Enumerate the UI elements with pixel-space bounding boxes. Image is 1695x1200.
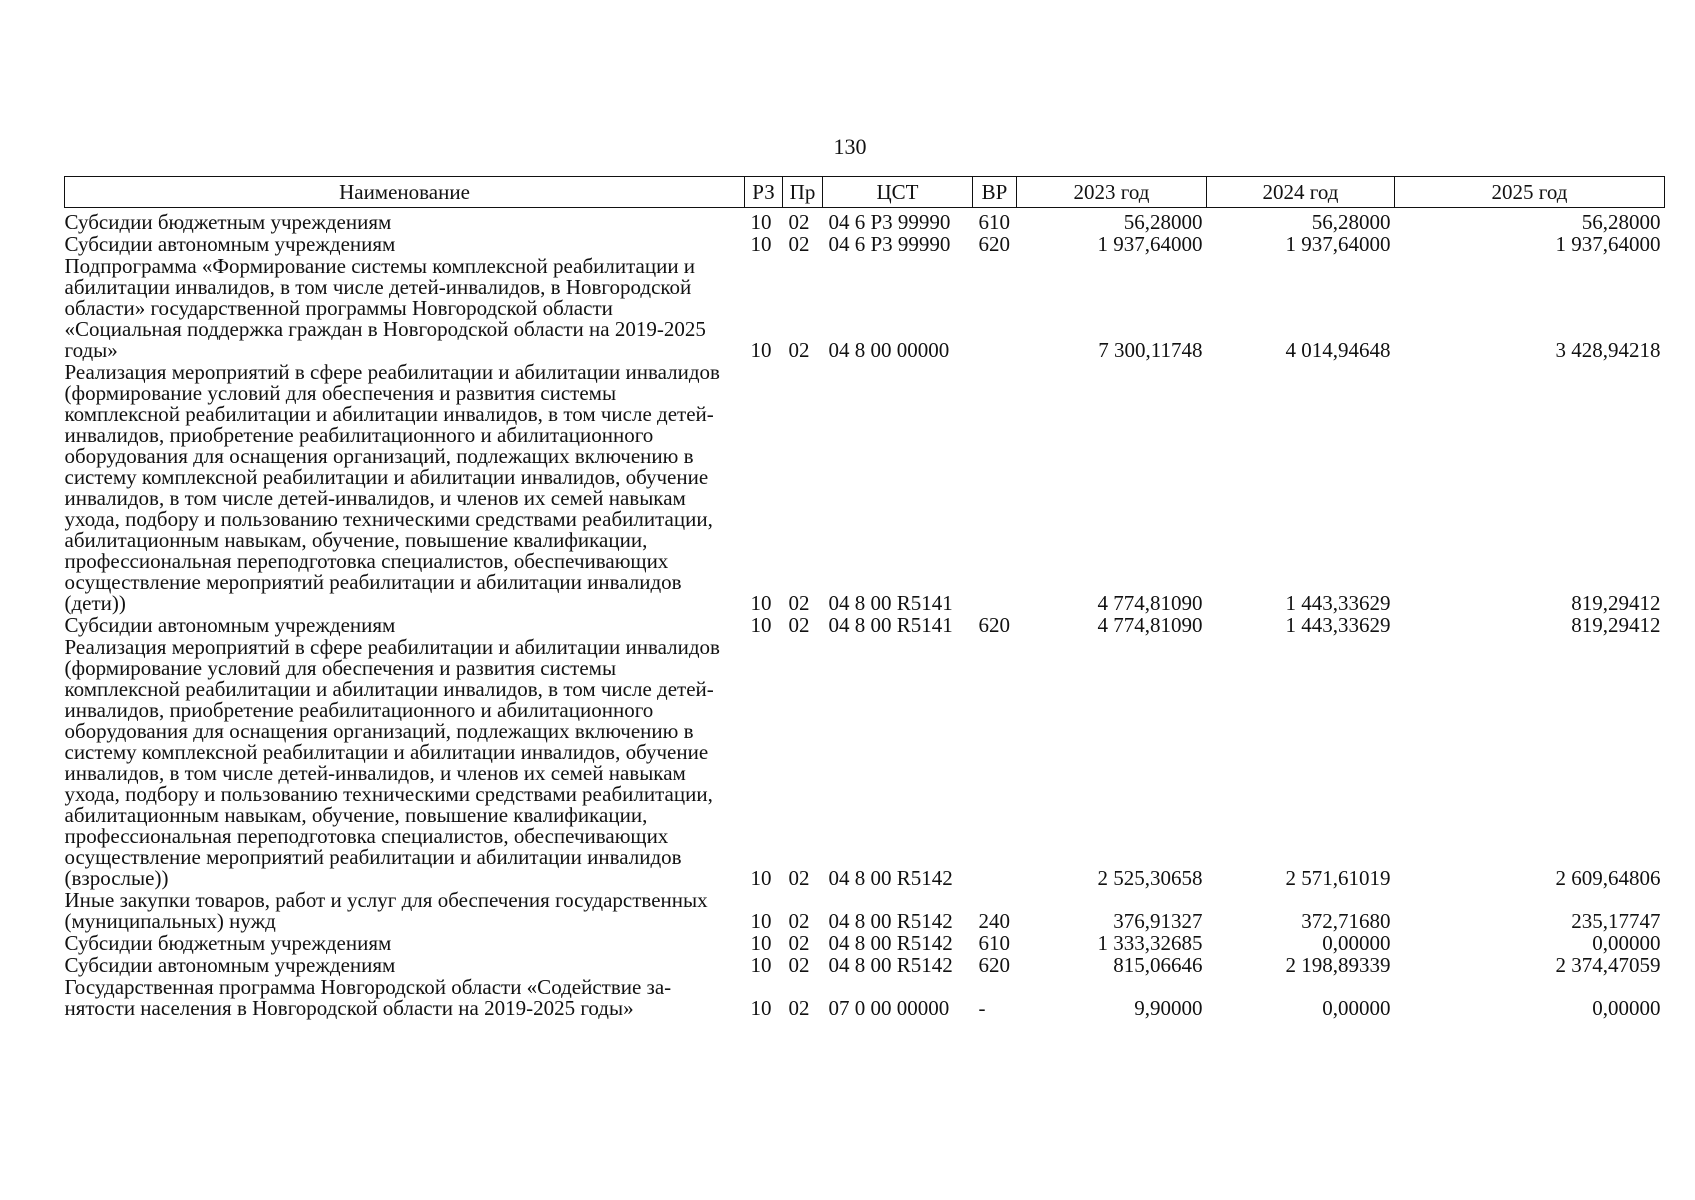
row-vr — [973, 256, 1017, 362]
row-pr: 02 — [788, 996, 810, 1020]
row-rz: 10 — [750, 210, 772, 234]
row-rz: 10 — [750, 613, 772, 637]
row-rz: 10 — [750, 996, 772, 1020]
row-2024: 0,00000 — [1322, 996, 1391, 1020]
table-row — [65, 977, 1665, 1020]
row-2024: 372,71680 — [1301, 909, 1391, 933]
header-name: Наименование — [65, 177, 745, 208]
row-2025: 235,17747 — [1571, 909, 1661, 933]
row-cst: 04 6 Р3 99990 — [828, 210, 951, 234]
row-name: Иные закупки товаров, работ и услуг для обеспечения государственных (муниципальных) нужд — [64, 888, 708, 933]
row-pr: 02 — [788, 866, 810, 890]
header-2025: 2025 год — [1395, 177, 1665, 208]
row-vr: 620 — [978, 613, 1010, 637]
row-name: Реализация мероприятий в сфере реабилитации и абилитации инвалидов (формирование условий для обеспечения и развития системы комплексной реабилитации и абилитации инвалидов, в том числе детей-инвалидов, приобретение реабилитационного и абилитационного оборудования для оснащения организаций, подлежащих включению в систему комплексной реабилитации и абилитации инвалидов, обучение инвалидов, в том числе детей-инвалидов, и членов их семей навыкам ухода, подбору и пользованию техническими средствами реабилитации, абилитационным навыкам, обучение, повышение квалификации, профессиональная переподготовка специалистов, обеспечивающих осуществление мероприятий реабилитации и абилитации инвалидов (взрослые)) — [64, 635, 720, 890]
row-vr: 610 — [978, 931, 1010, 955]
header-vr: ВР — [973, 177, 1017, 208]
row-2025: 0,00000 — [1592, 996, 1661, 1020]
row-2023: 9,90000 — [1134, 996, 1203, 1020]
row-rz: 10 — [750, 953, 772, 977]
row-pr: 02 — [788, 232, 810, 256]
row-rz: 10 — [750, 232, 772, 256]
row-2025: 56,28000 — [1581, 210, 1661, 234]
table-row — [65, 890, 1665, 933]
row-vr — [973, 637, 1017, 890]
row-2023: 1 333,32685 — [1097, 931, 1203, 955]
header-pr: Пр — [783, 177, 823, 208]
row-pr: 02 — [788, 931, 810, 955]
row-vr: 240 — [978, 909, 1010, 933]
row-name: Субсидии автономным учреждениям — [64, 613, 396, 637]
table-row — [65, 362, 1665, 615]
row-2025: 2 609,64806 — [1555, 866, 1661, 890]
row-cst: 04 6 Р3 99990 — [828, 232, 951, 256]
row-2024: 4 014,94648 — [1285, 338, 1391, 362]
row-name: Подпрограмма «Формирование системы комплексной реабилитации и абилитации инвалидов, в том числе детей-инвалидов, в Новгородской области» государственной программы Новгородской области «Социальная поддержка граждан в Новгородской области на 2019-2025 годы» — [64, 254, 706, 362]
row-2024: 0,00000 — [1322, 931, 1391, 955]
row-vr: 620 — [978, 953, 1010, 977]
row-2024: 2 198,89339 — [1285, 953, 1391, 977]
row-2024: 1 443,33629 — [1285, 613, 1391, 637]
page-number: 130 — [833, 134, 867, 159]
row-2023: 4 774,81090 — [1097, 591, 1203, 615]
row-name: Субсидии автономным учреждениям — [64, 953, 396, 977]
row-name: Реализация мероприятий в сфере реабилитации и абилитации инвалидов (формирование условий для обеспечения и развития системы комплексной реабилитации и абилитации инвалидов, в том числе детей-инвалидов, приобретение реабилитационного и абилитационного оборудования для оснащения организаций, подлежащих включению в систему комплексной реабилитации и абилитации инвалидов, обучение инвалидов, в том числе детей-инвалидов, и членов их семей навыкам ухода, подбору и пользованию техническими средствами реабилитации, абилитационным навыкам, обучение, повышение квалификации, профессиональная переподготовка специалистов, обеспечивающих осуществление мероприятий реабилитации и абилитации инвалидов (дети)) — [64, 360, 720, 615]
header-rz: РЗ — [745, 177, 783, 208]
row-2024: 56,28000 — [1311, 210, 1391, 234]
row-pr: 02 — [788, 613, 810, 637]
table-row — [65, 955, 1665, 977]
row-rz: 10 — [750, 866, 772, 890]
row-2025: 3 428,94218 — [1555, 338, 1661, 362]
row-pr: 02 — [788, 210, 810, 234]
table-row — [65, 933, 1665, 955]
table-row — [65, 234, 1665, 256]
row-vr: 610 — [978, 210, 1010, 234]
row-cst: 04 8 00 R5141 — [828, 591, 953, 615]
budget-table — [64, 176, 1665, 1020]
row-cst: 04 8 00 R5141 — [828, 613, 953, 637]
row-rz: 10 — [750, 909, 772, 933]
row-name: Субсидии бюджетным учреждениям — [64, 210, 392, 234]
row-vr: 620 — [978, 232, 1010, 256]
header-2023: 2023 год — [1017, 177, 1207, 208]
row-vr — [973, 362, 1017, 615]
row-pr: 02 — [788, 591, 810, 615]
row-cst: 04 8 00 R5142 — [828, 909, 953, 933]
row-2023: 4 774,81090 — [1097, 613, 1203, 637]
row-cst: 04 8 00 R5142 — [828, 931, 953, 955]
row-2023: 56,28000 — [1123, 210, 1203, 234]
row-2025: 2 374,47059 — [1555, 953, 1661, 977]
row-rz: 10 — [750, 338, 772, 362]
row-2023: 1 937,64000 — [1097, 232, 1203, 256]
row-rz: 10 — [750, 931, 772, 955]
row-pr: 02 — [788, 953, 810, 977]
row-name: Субсидии автономным учреждениям — [64, 232, 396, 256]
row-cst: 04 8 00 R5142 — [828, 953, 953, 977]
row-name: Государственная программа Новгородской области «Содействие занятости населения в Новгородской области на 2019-2025 годы» — [64, 975, 672, 1020]
row-2025: 0,00000 — [1592, 931, 1661, 955]
header-2024: 2024 год — [1207, 177, 1395, 208]
row-vr: - — [978, 996, 986, 1020]
row-pr: 02 — [788, 909, 810, 933]
row-cst: 04 8 00 R5142 — [828, 866, 953, 890]
row-2023: 815,06646 — [1113, 953, 1203, 977]
header-cst: ЦСТ — [823, 177, 973, 208]
row-2024: 2 571,61019 — [1285, 866, 1391, 890]
table-header-row — [65, 177, 1665, 208]
row-2023: 2 525,30658 — [1097, 866, 1203, 890]
table-row — [65, 637, 1665, 890]
row-pr: 02 — [788, 338, 810, 362]
table-row — [65, 615, 1665, 637]
row-2023: 7 300,11748 — [1098, 338, 1203, 362]
row-rz: 10 — [750, 591, 772, 615]
row-2023: 376,91327 — [1113, 909, 1203, 933]
row-cst: 07 0 00 00000 — [828, 996, 950, 1020]
table-row — [65, 256, 1665, 362]
row-2025: 819,29412 — [1571, 613, 1661, 637]
row-name: Субсидии бюджетным учреждениям — [64, 931, 392, 955]
row-2025: 819,29412 — [1571, 591, 1661, 615]
row-2024: 1 443,33629 — [1285, 591, 1391, 615]
row-cst: 04 8 00 00000 — [828, 338, 950, 362]
row-2024: 1 937,64000 — [1285, 232, 1391, 256]
table-row — [65, 208, 1665, 235]
row-2025: 1 937,64000 — [1555, 232, 1661, 256]
